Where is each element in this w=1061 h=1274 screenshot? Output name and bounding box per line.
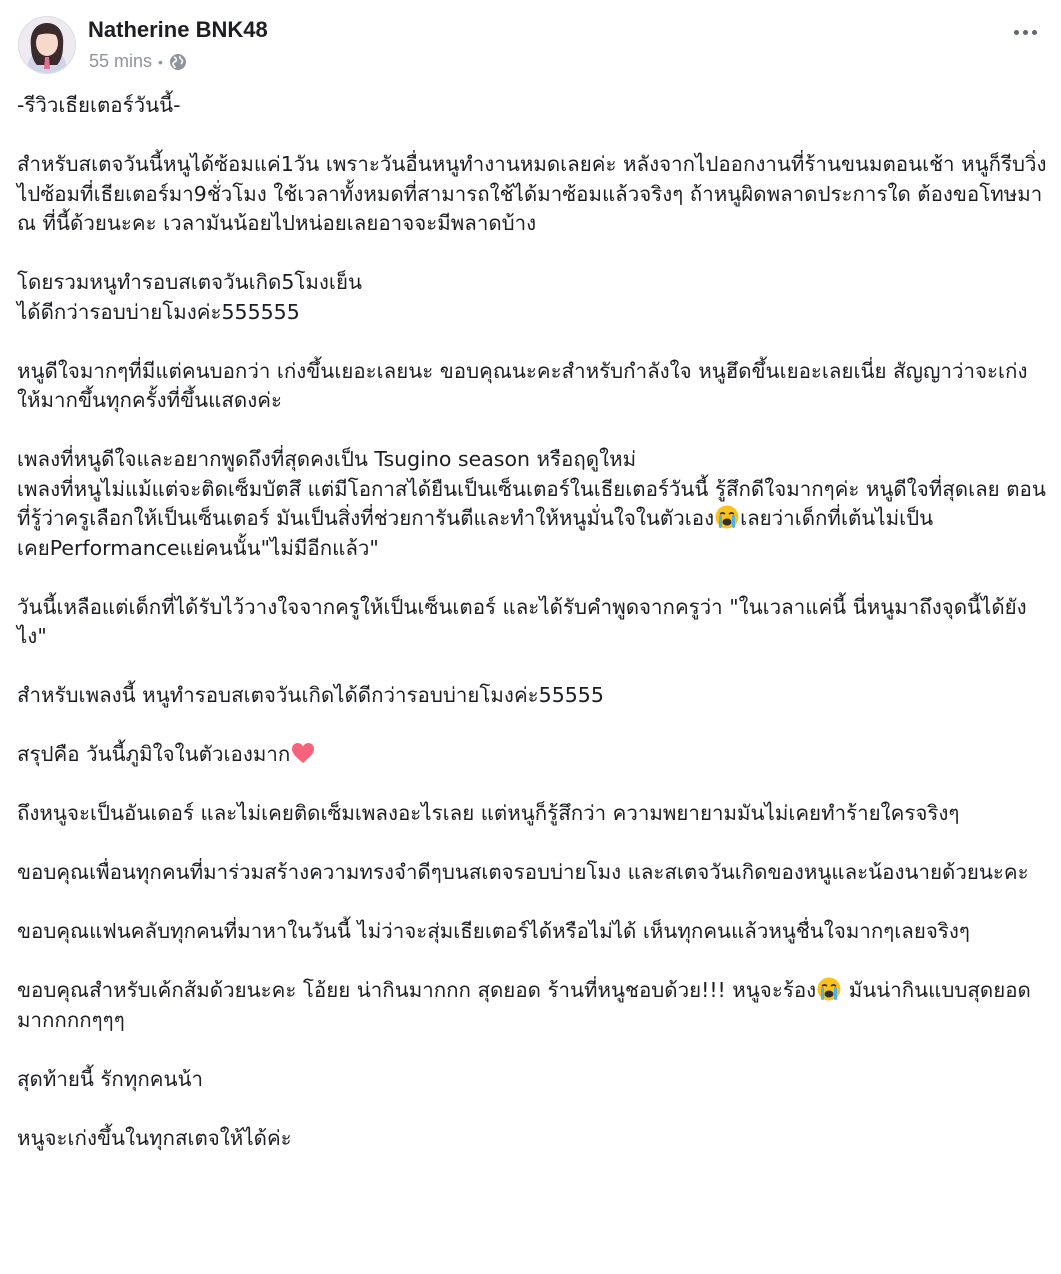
paragraph-line: เลยว่าเด็กที่เต้นไม่เป็น เคยPerformanceแย่คนนั้น"ไม่มีอีกแล้ว" xyxy=(17,506,940,560)
post-paragraph: -รีวิวเธียเตอร์วันนี้- xyxy=(17,93,181,117)
post-paragraph: หนูดีใจมากๆที่มีแต่คนบอกว่า เก่งขึ้นเยอะเลยนะ ขอบคุณนะคะสำหรับกำลังใจ หนูฮึดขึ้นเยอะเลยเนี่ย สัญญาว่าจะเก่งให้มากขึ้นทุกครั้งที่ขึ้นแสดงค่ะ xyxy=(17,358,1028,412)
post-timestamp[interactable]: 55 mins xyxy=(89,51,153,71)
post-paragraph: ถึงหนูจะเป็นอันเดอร์ และไม่เคยติดเซ็มเพลงอะไรเลย แต่หนูก็รู้สึกว่า ความพยายามมันไม่เคยทำร้ายใครจริงๆ xyxy=(17,801,960,825)
post-paragraph xyxy=(17,740,1047,770)
loudly-crying-face-emoji xyxy=(816,976,842,1002)
paragraph-line: โดยรวมหนูทำรอบสเตจวันเกิด5โมงเย็น xyxy=(17,270,362,294)
paragraph-line: ขอบคุณสำหรับเค้กส้มด้วยนะคะ โอ้ยย น่ากินมากกก สุดยอด ร้านที่หนูชอบด้วย!!! หนูจะร้อง xyxy=(17,978,817,1002)
globe-icon[interactable] xyxy=(169,53,187,71)
post-paragraph: วันนี้เหลือแต่เด็กที่ได้รับไว้วางใจจากครูให้เป็นเซ็นเตอร์ และได้รับคำพูดจากครูว่า "ในเวลาแค่นี้ นี่หนูมาถึงจุดนี้ได้ยังไง" xyxy=(17,594,1027,648)
post-paragraph: ขอบคุณเพื่อนทุกคนที่มาร่วมสร้างความทรงจำดีๆบนสเตจรอบบ่ายโมง และสเตจวันเกิดของหนูและน้องนายด้วยนะคะ xyxy=(17,860,1029,884)
post-body xyxy=(17,91,1047,1153)
post-meta xyxy=(89,51,187,72)
author-name[interactable]: Natherine BNK48 xyxy=(88,17,268,42)
more-dot xyxy=(1023,30,1028,35)
paragraph-line: มันน่ากินแบบสุดยอดมากกกกๆๆๆ xyxy=(17,978,1031,1032)
more-horizontal-icon xyxy=(1014,30,1019,35)
author-avatar[interactable] xyxy=(18,16,76,74)
post-paragraph: หนูจะเก่งขึ้นในทุกสเตจให้ได้ค่ะ xyxy=(17,1125,292,1150)
post-paragraph xyxy=(17,268,1047,327)
avatar-image xyxy=(19,17,75,73)
post-paragraph xyxy=(17,976,1047,1035)
post-paragraph: สำหรับสเตจวันนี้หนูได้ซ้อมแค่1วัน เพราะวันอื่นหนูทำงานหมดเลยค่ะ หลังจากไปออกงานที่ร้านขนมตอนเช้า หนูก็รีบวิ่งไปซ้อมที่เธียเตอร์มา9ชั่วโมง ใช้เวลาทั้งหมดที่สามารถใช้ได้มาซ้อมแล้วจริงๆ ถ้าหนูผิดพลาดประการใด ต้องขอโทษมา ณ ที่นี้ด้วยนะคะ เวลามันน้อยไปหน่อยเลยอาจจะมีพลาดบ้าง xyxy=(17,152,1049,235)
post-header xyxy=(18,16,1043,76)
post-paragraph: ขอบคุณแฟนคลับทุกคนที่มาหาในวันนี้ ไม่ว่าจะสุ่มเธียเตอร์ได้หรือไม่ได้ เห็นทุกคนแล้วหนูชื่นใจมากๆเลยจริงๆ xyxy=(17,919,970,943)
paragraph-line: ได้ดีกว่ารอบบ่ายโมงค่ะ555555 xyxy=(17,299,300,324)
paragraph-line: สรุปคือ วันนี้ภูมิใจในตัวเองมาก xyxy=(17,742,291,766)
paragraph-line: เพลงที่หนูดีใจและอยากพูดถึงที่สุดคงเป็น Tsugino season หรือฤดูใหม่ xyxy=(17,447,637,471)
paragraph-line: เพลงที่หนูไม่แม้แต่จะติดเซ็มบัตสึ แต่มีโอกาสได้ยืนเป็นเซ็นเตอร์ในเธียเตอร์วันนี้ รู้สึกดีใจมากๆค่ะ หนูดีใจที่สุดเลย ตอนที่รู้ว่าครูเลือกให้เป็นเซ็นเตอร์ มันเป็นสิ่งที่ช่วยการันตีและทำให้หนูมั่นใจในตัวเอง xyxy=(17,476,1046,530)
post-paragraph: สำหรับเพลงนี้ หนูทำรอบสเตจวันเกิดได้ดีกว่ารอบบ่ายโมงค่ะ55555 xyxy=(17,683,604,707)
heart-emoji xyxy=(290,740,316,766)
loudly-crying-face-emoji xyxy=(714,504,740,530)
meta-separator: • xyxy=(158,53,163,70)
post-paragraph: สุดท้ายนี้ รักทุกคนน้า xyxy=(17,1066,203,1091)
post-paragraph xyxy=(17,445,1047,563)
more-options-button[interactable] xyxy=(1007,20,1043,44)
more-dot xyxy=(1032,30,1037,35)
